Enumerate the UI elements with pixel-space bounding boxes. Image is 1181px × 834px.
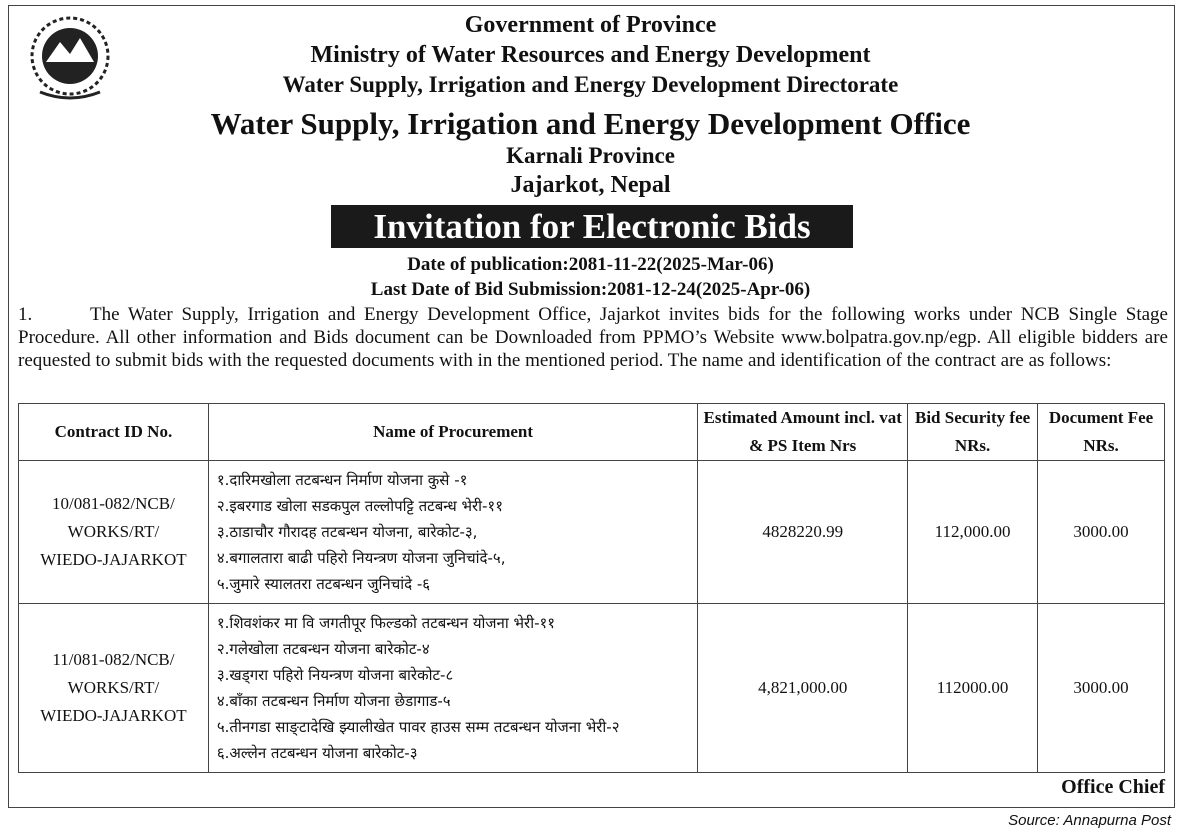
contract-id bbox=[19, 461, 209, 604]
contract-id-line: WORKS/RT/ bbox=[67, 678, 160, 697]
table-row bbox=[19, 604, 1165, 773]
estimated-amount: 4828220.99 bbox=[698, 461, 908, 604]
procurement-list bbox=[208, 604, 697, 773]
table-header-row bbox=[19, 404, 1165, 461]
bid-security-fee: 112,000.00 bbox=[908, 461, 1038, 604]
contract-id-line: WORKS/RT/ bbox=[67, 522, 160, 541]
title-banner: Invitation for Electronic Bids bbox=[331, 205, 853, 248]
contract-id-line: WIEDO-JAJARKOT bbox=[40, 550, 187, 569]
contract-id bbox=[19, 604, 209, 773]
procurement-item: ४.बगालतारा बाढी पहिरो नियन्त्रण योजना जुनिचांदे-५, bbox=[216, 549, 506, 567]
procurement-item: ६.अल्लेन तटबन्धन योजना बारेकोट-३ bbox=[216, 744, 418, 762]
header-office: Water Supply, Irrigation and Energy Development Office bbox=[210, 106, 971, 141]
last-submission-date: Last Date of Bid Submission:2081-12-24(2025-Apr-06) bbox=[370, 279, 811, 300]
procurement-item: ३.खड्गरा पहिरो नियन्त्रण योजना बारेकोट-८ bbox=[216, 666, 454, 684]
contracts-table bbox=[18, 403, 1165, 773]
notice-paragraph bbox=[18, 303, 1168, 372]
source-credit: Source: Annapurna Post bbox=[1008, 812, 1171, 829]
header-government: Government of Province bbox=[464, 12, 717, 38]
procurement-item: ३.ठाडाचौर गौरादह तटबन्धन योजना, बारेकोट-३, bbox=[216, 523, 478, 541]
estimated-amount: 4,821,000.00 bbox=[698, 604, 908, 773]
col-header-contract-id: Contract ID No. bbox=[19, 404, 209, 461]
procurement-item: ५.जुमारे स्यालतरा तटबन्धन जुनिचांदे -६ bbox=[216, 575, 431, 593]
header-directorate: Water Supply, Irrigation and Energy Development Directorate bbox=[282, 72, 899, 97]
procurement-list bbox=[208, 461, 697, 604]
header-province: Karnali Province bbox=[506, 143, 675, 168]
paragraph-number: 1. bbox=[18, 304, 33, 325]
header-location: Jajarkot, Nepal bbox=[510, 172, 671, 198]
contract-id-line: 11/081-082/NCB/ bbox=[52, 650, 175, 669]
col-header-estimate: Estimated Amount incl. vat & PS Item Nrs bbox=[698, 404, 908, 461]
col-header-procurement: Name of Procurement bbox=[208, 404, 697, 461]
procurement-item: २.इबरगाड खोला सडकपुल तल्लोपट्टि तटबन्ध भेरी-११ bbox=[216, 497, 504, 515]
document-fee: 3000.00 bbox=[1038, 461, 1165, 604]
col-header-doc-fee: Document Fee NRs. bbox=[1038, 404, 1165, 461]
procurement-item: १.शिवशंकर मा वि जगतीपूर फिल्डको तटबन्धन योजना भेरी-११ bbox=[216, 614, 556, 632]
publication-date: Date of publication:2081-11-22(2025-Mar-06) bbox=[407, 254, 774, 275]
procurement-item: ४.बाँका तटबन्धन निर्माण योजना छेडागाड-५ bbox=[216, 692, 451, 710]
col-header-bid-security: Bid Security fee NRs. bbox=[908, 404, 1038, 461]
procurement-item: २.गलेखोला तटबन्धन योजना बारेकोट-४ bbox=[216, 640, 430, 658]
paragraph-text: The Water Supply, Irrigation and Energy Development Office, Jajarkot invites bids for the following works under NCB Single Stage Procedure. All other information and Bids document can be Downloaded from PPMO’s Website www.bolpatra.gov.np/egp. All eligible bidders are requested to submit bids with the requested documents with in the mentioned period. The name and identification of the contract are as follows: bbox=[18, 304, 1168, 371]
contract-id-line: WIEDO-JAJARKOT bbox=[40, 706, 187, 725]
contract-id-line: 10/081-082/NCB/ bbox=[52, 494, 175, 513]
bid-security-fee: 112000.00 bbox=[908, 604, 1038, 773]
procurement-item: १.दारिमखोला तटबन्धन निर्माण योजना कुसे -१ bbox=[216, 471, 468, 489]
header-ministry: Ministry of Water Resources and Energy Development bbox=[310, 42, 871, 68]
signature-office-chief: Office Chief bbox=[1061, 776, 1165, 798]
procurement-item: ५.तीनगडा साङ्टादेखि झ्यालीखेत पावर हाउस सम्म तटबन्धन योजना भेरी-२ bbox=[216, 718, 620, 736]
document-fee: 3000.00 bbox=[1038, 604, 1165, 773]
table-row bbox=[19, 461, 1165, 604]
